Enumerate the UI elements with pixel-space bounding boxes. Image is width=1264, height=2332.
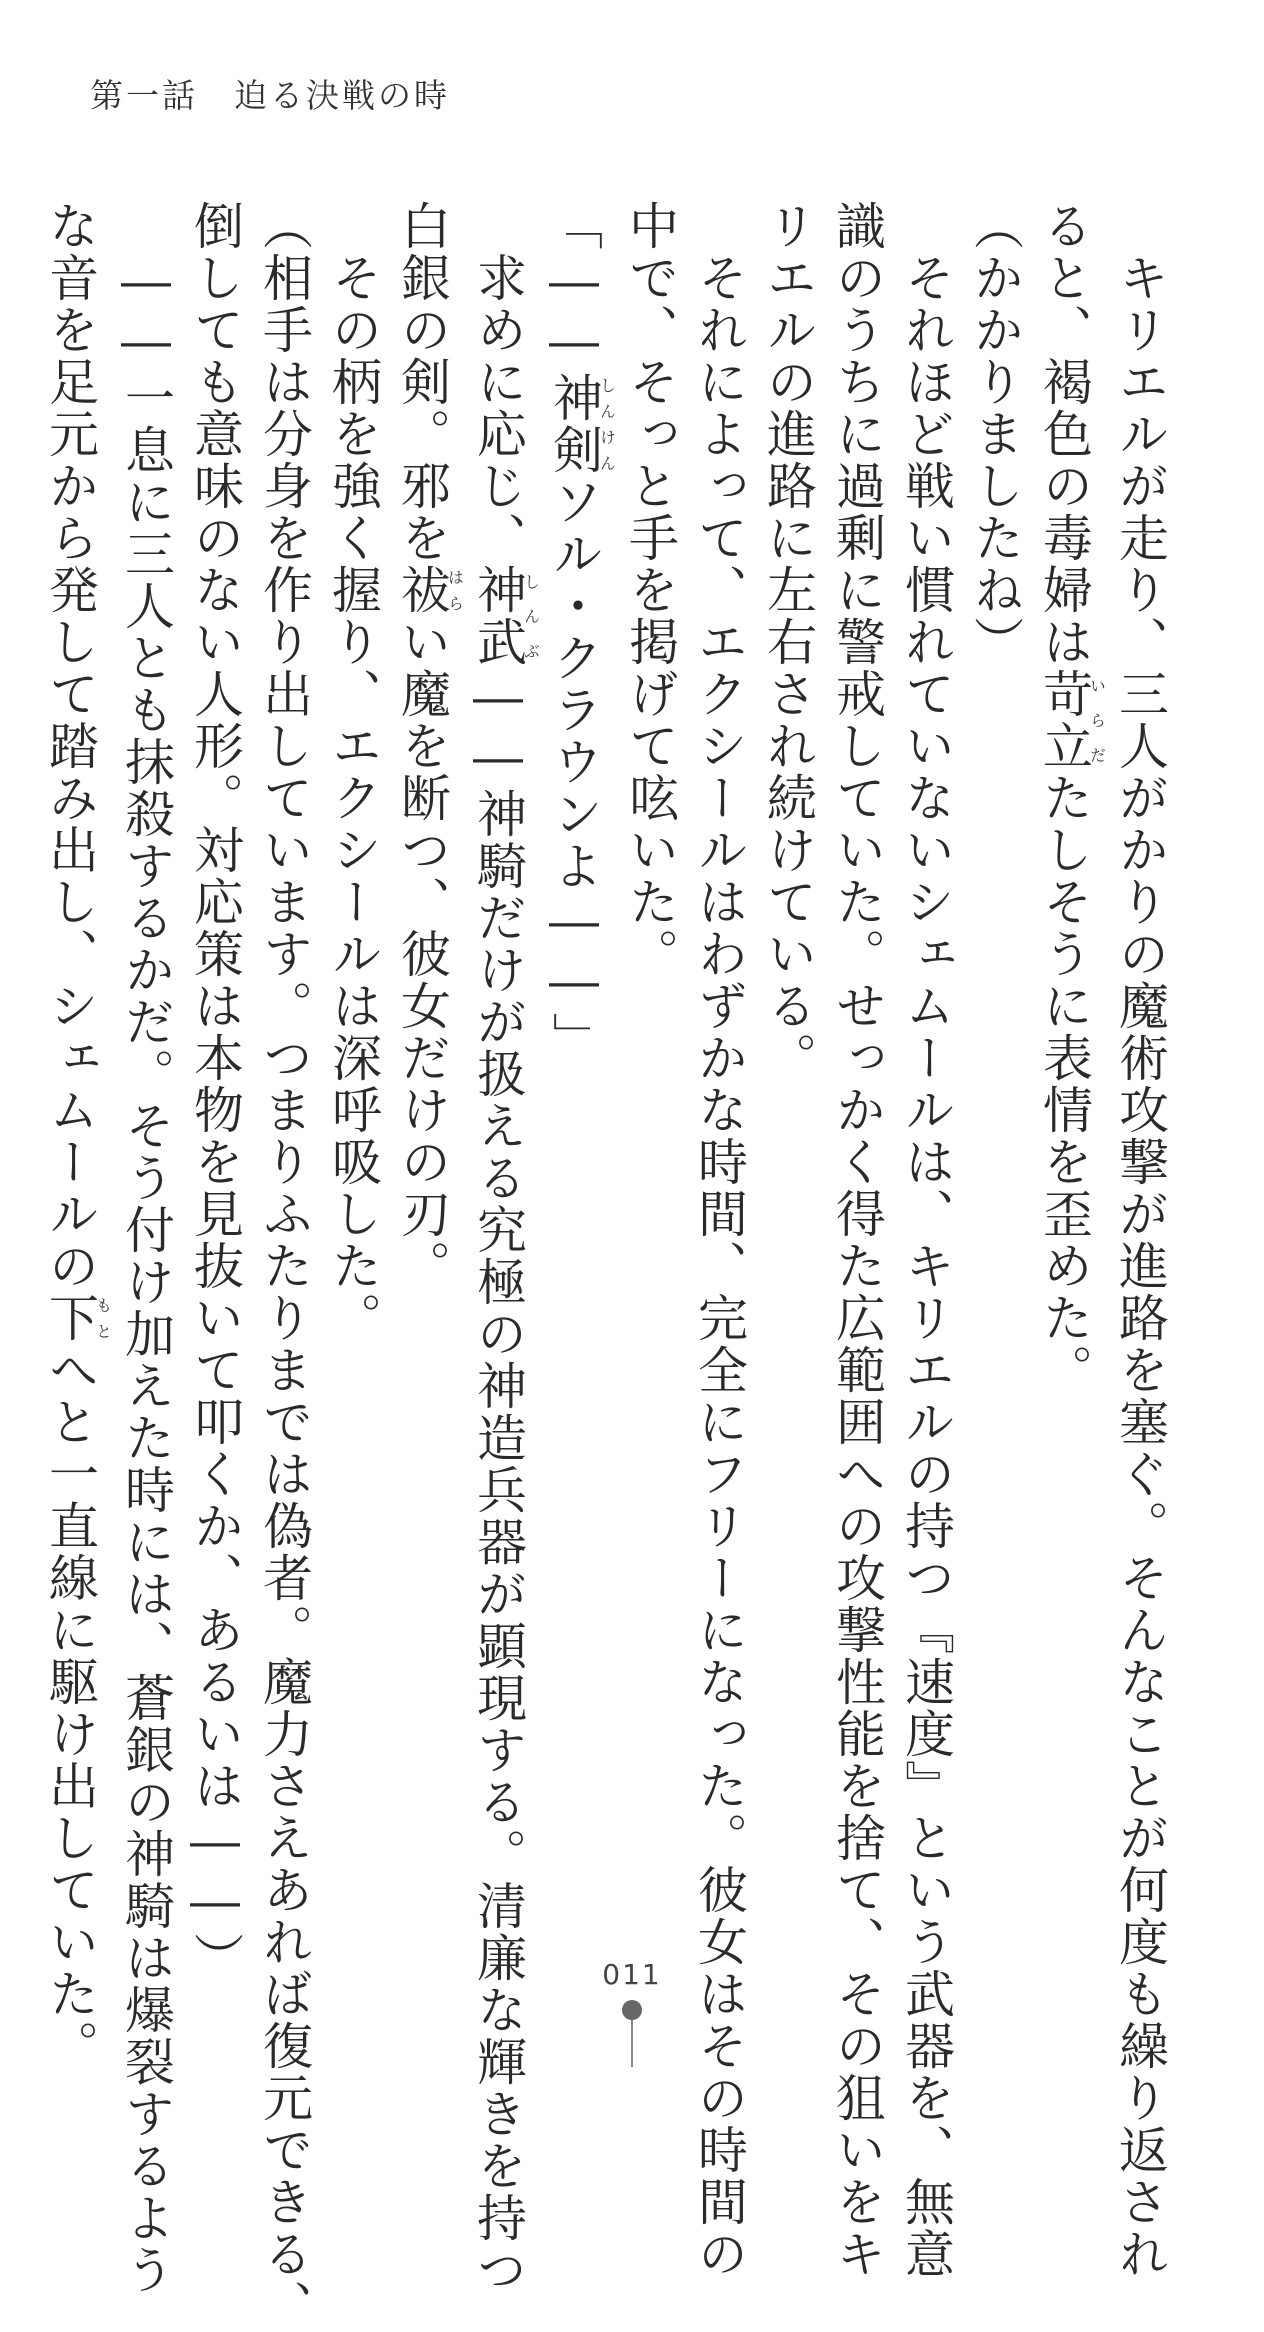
text-segment: ると、褐色の毒婦は xyxy=(1035,200,1093,668)
ruby-reading: しんぶ xyxy=(521,564,541,668)
ruby-annotation xyxy=(41,1292,113,1344)
text-segment: な音を足元から発して踏み出し、シェムールの xyxy=(41,200,99,1292)
page-number: 011 xyxy=(602,1958,662,1991)
ruby-annotation xyxy=(469,564,541,668)
text-segment: 求めに応じ、 xyxy=(469,200,527,564)
text-segment: い魔を断つ、彼女だけの刃。 xyxy=(393,616,451,1292)
text-line xyxy=(1029,200,1105,1860)
text-segment: へと一直線に駆け出していた。 xyxy=(41,1344,99,2072)
text-line xyxy=(539,200,615,1860)
text-line xyxy=(35,200,113,2072)
text-line xyxy=(891,200,960,2280)
folio-line xyxy=(631,2020,633,2067)
text-line xyxy=(753,200,822,1860)
ruby-reading: しんけん xyxy=(597,372,617,476)
text-segment: キリエルが走り、三人がかりの魔術攻撃が進路を塞ぐ。そんなことが何度も繰り返され xyxy=(1111,200,1169,2280)
chapter-title: 第一話 迫る決戦の時 xyxy=(90,76,450,115)
ruby-reading: もと xyxy=(93,1292,113,1344)
text-segment: 「―― xyxy=(545,200,603,372)
text-segment: それによって、エクシールはわずかな時間、完全にフリーになった。彼女はその時間の xyxy=(690,200,748,2280)
text-segment: （かかりましたね） xyxy=(966,200,1024,668)
ruby-base: 下 xyxy=(41,1292,99,1344)
text-line xyxy=(387,200,463,1860)
text-segment: 白銀の剣。邪を xyxy=(393,200,451,564)
ruby-base: 神剣 xyxy=(545,372,603,476)
text-line xyxy=(684,200,753,2280)
text-line xyxy=(180,200,249,1984)
text-line xyxy=(1105,200,1174,2280)
text-line xyxy=(111,200,180,2296)
text-segment: その柄を強く握り、エクシールは深呼吸した。 xyxy=(324,200,382,1344)
ruby-base: 祓 xyxy=(393,564,451,616)
text-line xyxy=(615,200,684,1860)
ruby-reading: はら xyxy=(445,564,465,616)
ruby-base: 苛立 xyxy=(1035,668,1093,772)
text-segment: 中で、そっと手を掲げて呟いた。 xyxy=(621,200,679,980)
ruby-annotation xyxy=(393,564,465,616)
text-segment: 倒しても意味のない人形。対応策は本物を見抜いて叩くか、あるいは――） xyxy=(186,200,244,1984)
ruby-base: 神武 xyxy=(469,564,527,668)
text-segment: ソル・クラウンよ――」 xyxy=(545,476,603,1064)
text-segment: リエルの進路に左右され続けている。 xyxy=(759,200,817,1084)
ruby-annotation xyxy=(1035,668,1107,772)
text-segment: （相手は分身を作り出しています。つまりふたりまでは偽者。魔力さえあれば復元できる、 xyxy=(255,200,313,2332)
text-line xyxy=(463,200,541,2296)
text-line xyxy=(960,200,1029,1860)
text-segment: ――一息に三人とも抹殺するかだ。そう付け加えた時には、蒼銀の神騎は爆裂するよう xyxy=(117,200,175,2296)
text-line xyxy=(249,200,318,2332)
ruby-reading: いらだ xyxy=(1087,668,1107,772)
folio-dot xyxy=(622,2000,642,2020)
text-line xyxy=(318,200,387,1860)
text-segment: 識のうちに過剰に警戒していた。せっかく得た広範囲への攻撃性能を捨て、その狙いをキ xyxy=(828,200,886,2280)
ruby-annotation xyxy=(545,372,617,476)
text-line xyxy=(822,200,891,2280)
text-segment: ――神騎だけが扱える究極の神造兵器が顕現する。清廉な輝きを持つ xyxy=(469,668,527,2296)
text-segment: たしそうに表情を歪めた。 xyxy=(1035,772,1093,1396)
text-segment: それほど戦い慣れていないシェムールは、キリエルの持つ『速度』という武器を、無意 xyxy=(897,200,955,2280)
